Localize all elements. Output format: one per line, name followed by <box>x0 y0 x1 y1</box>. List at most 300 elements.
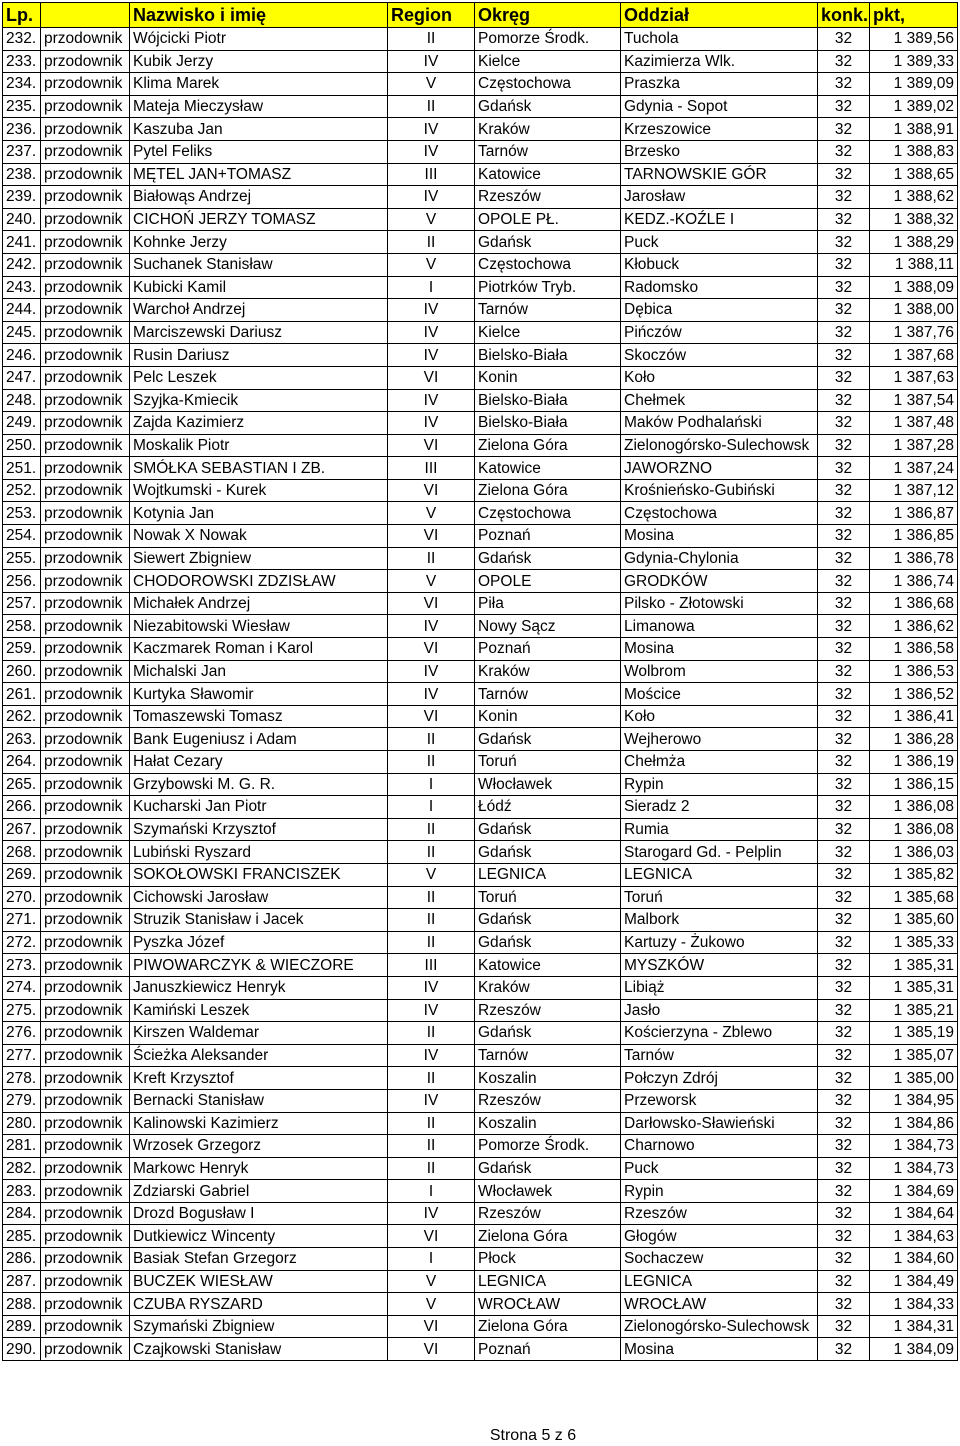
cell-region: IV <box>388 299 475 322</box>
cell-lp: 251. <box>3 457 41 480</box>
cell-name: Basiak Stefan Grzegorz <box>130 1248 388 1271</box>
cell-pkt: 1 387,54 <box>870 389 958 412</box>
cell-title: przodownik <box>41 863 130 886</box>
cell-lp: 240. <box>3 208 41 231</box>
cell-district: Zielona Góra <box>475 1225 621 1248</box>
cell-pkt: 1 385,31 <box>870 976 958 999</box>
table-row <box>3 683 958 706</box>
table-row <box>3 231 958 254</box>
table-row <box>3 728 958 751</box>
cell-name: Kaczmarek Roman i Karol <box>130 638 388 661</box>
cell-lp: 289. <box>3 1315 41 1338</box>
cell-district: Pomorze Środk. <box>475 28 621 51</box>
cell-pkt: 1 384,73 <box>870 1157 958 1180</box>
cell-region: IV <box>388 412 475 435</box>
cell-district: Rzeszów <box>475 999 621 1022</box>
cell-district: OPOLE <box>475 570 621 593</box>
cell-title: przodownik <box>41 1180 130 1203</box>
cell-lp: 281. <box>3 1135 41 1158</box>
cell-konk: 32 <box>818 366 870 389</box>
cell-region: V <box>388 253 475 276</box>
cell-district: Kraków <box>475 118 621 141</box>
cell-name: Grzybowski M. G. R. <box>130 773 388 796</box>
cell-lp: 263. <box>3 728 41 751</box>
cell-branch: Rypin <box>621 773 818 796</box>
cell-pkt: 1 387,63 <box>870 366 958 389</box>
cell-title: przodownik <box>41 886 130 909</box>
cell-konk: 32 <box>818 773 870 796</box>
cell-district: Częstochowa <box>475 73 621 96</box>
cell-district: Tarnów <box>475 1044 621 1067</box>
cell-name: Zdziarski Gabriel <box>130 1180 388 1203</box>
cell-pkt: 1 385,60 <box>870 909 958 932</box>
cell-title: przodownik <box>41 434 130 457</box>
table-row <box>3 1157 958 1180</box>
table-row <box>3 186 958 209</box>
cell-konk: 32 <box>818 615 870 638</box>
cell-title: przodownik <box>41 909 130 932</box>
cell-branch: Chełmża <box>621 751 818 774</box>
cell-title: przodownik <box>41 954 130 977</box>
cell-name: Michalski Jan <box>130 660 388 683</box>
cell-konk: 32 <box>818 863 870 886</box>
table-row <box>3 1180 958 1203</box>
cell-konk: 32 <box>818 321 870 344</box>
cell-konk: 32 <box>818 50 870 73</box>
cell-pkt: 1 384,63 <box>870 1225 958 1248</box>
cell-district: Katowice <box>475 457 621 480</box>
cell-konk: 32 <box>818 502 870 525</box>
cell-region: II <box>388 1022 475 1045</box>
cell-branch: Rumia <box>621 818 818 841</box>
cell-konk: 32 <box>818 1248 870 1271</box>
cell-lp: 267. <box>3 818 41 841</box>
cell-name: Kotynia Jan <box>130 502 388 525</box>
cell-district: OPOLE PŁ. <box>475 208 621 231</box>
cell-title: przodownik <box>41 457 130 480</box>
cell-konk: 32 <box>818 208 870 231</box>
cell-lp: 270. <box>3 886 41 909</box>
cell-title: przodownik <box>41 999 130 1022</box>
cell-name: Mateja Mieczysław <box>130 95 388 118</box>
cell-branch: Pińczów <box>621 321 818 344</box>
cell-title: przodownik <box>41 321 130 344</box>
cell-branch: Jasło <box>621 999 818 1022</box>
cell-name: Siewert Zbigniew <box>130 547 388 570</box>
cell-district: Konin <box>475 366 621 389</box>
cell-pkt: 1 386,62 <box>870 615 958 638</box>
cell-district: Gdańsk <box>475 231 621 254</box>
cell-title: przodownik <box>41 1315 130 1338</box>
cell-lp: 280. <box>3 1112 41 1135</box>
cell-lp: 271. <box>3 909 41 932</box>
cell-region: VI <box>388 638 475 661</box>
cell-district: Poznań <box>475 525 621 548</box>
cell-konk: 32 <box>818 1089 870 1112</box>
table-row <box>3 1089 958 1112</box>
cell-district: Tarnów <box>475 683 621 706</box>
cell-branch: KEDZ.-KOŹLE I <box>621 208 818 231</box>
cell-branch: Zielonogórsko-Sulechowsk <box>621 434 818 457</box>
cell-branch: LEGNICA <box>621 863 818 886</box>
cell-pkt: 1 384,31 <box>870 1315 958 1338</box>
cell-name: BUCZEK WIESŁAW <box>130 1270 388 1293</box>
cell-pkt: 1 386,19 <box>870 751 958 774</box>
table-row <box>3 1270 958 1293</box>
cell-title: przodownik <box>41 1089 130 1112</box>
cell-lp: 260. <box>3 660 41 683</box>
cell-branch: Dębica <box>621 299 818 322</box>
cell-district: Piotrków Tryb. <box>475 276 621 299</box>
cell-district: Zielona Góra <box>475 1315 621 1338</box>
cell-title: przodownik <box>41 638 130 661</box>
cell-branch: Brzesko <box>621 140 818 163</box>
cell-lp: 259. <box>3 638 41 661</box>
cell-region: II <box>388 1067 475 1090</box>
cell-pkt: 1 386,08 <box>870 796 958 819</box>
cell-lp: 262. <box>3 705 41 728</box>
cell-title: przodownik <box>41 976 130 999</box>
cell-district: Koszalin <box>475 1067 621 1090</box>
table-row <box>3 457 958 480</box>
column-header-district: Okręg <box>475 3 621 28</box>
column-header-spacer <box>41 3 130 28</box>
cell-region: VI <box>388 366 475 389</box>
cell-district: Bielsko-Biała <box>475 344 621 367</box>
cell-branch: Kazimierza Wlk. <box>621 50 818 73</box>
cell-district: Konin <box>475 705 621 728</box>
cell-region: IV <box>388 389 475 412</box>
cell-konk: 32 <box>818 412 870 435</box>
cell-title: przodownik <box>41 231 130 254</box>
cell-title: przodownik <box>41 118 130 141</box>
cell-title: przodownik <box>41 28 130 51</box>
cell-name: Tomaszewski Tomasz <box>130 705 388 728</box>
table-row <box>3 95 958 118</box>
cell-branch: MYSZKÓW <box>621 954 818 977</box>
table-row <box>3 1248 958 1271</box>
cell-title: przodownik <box>41 412 130 435</box>
cell-name: Lubiński Ryszard <box>130 841 388 864</box>
cell-lp: 278. <box>3 1067 41 1090</box>
cell-title: przodownik <box>41 1022 130 1045</box>
cell-title: przodownik <box>41 95 130 118</box>
cell-lp: 247. <box>3 366 41 389</box>
cell-title: przodownik <box>41 547 130 570</box>
cell-title: przodownik <box>41 479 130 502</box>
cell-branch: Sochaczew <box>621 1248 818 1271</box>
cell-branch: Radomsko <box>621 276 818 299</box>
cell-lp: 265. <box>3 773 41 796</box>
cell-konk: 32 <box>818 1338 870 1361</box>
cell-konk: 32 <box>818 1022 870 1045</box>
cell-branch: Kościerzyna - Zblewo <box>621 1022 818 1045</box>
cell-name: Kubicki Kamil <box>130 276 388 299</box>
cell-pkt: 1 385,19 <box>870 1022 958 1045</box>
cell-region: I <box>388 796 475 819</box>
table-row <box>3 638 958 661</box>
cell-district: LEGNICA <box>475 863 621 886</box>
cell-branch: Tarnów <box>621 1044 818 1067</box>
cell-pkt: 1 388,83 <box>870 140 958 163</box>
cell-lp: 237. <box>3 140 41 163</box>
cell-pkt: 1 386,87 <box>870 502 958 525</box>
cell-konk: 32 <box>818 479 870 502</box>
cell-region: V <box>388 208 475 231</box>
cell-name: Suchanek Stanisław <box>130 253 388 276</box>
cell-branch: Mosina <box>621 525 818 548</box>
cell-region: II <box>388 728 475 751</box>
cell-branch: Przeworsk <box>621 1089 818 1112</box>
cell-pkt: 1 386,68 <box>870 592 958 615</box>
cell-name: Wrzosek Grzegorz <box>130 1135 388 1158</box>
cell-branch: Charnowo <box>621 1135 818 1158</box>
cell-district: Poznań <box>475 1338 621 1361</box>
cell-branch: Libiąż <box>621 976 818 999</box>
cell-konk: 32 <box>818 389 870 412</box>
cell-branch: Zielonogórsko-Sulechowsk <box>621 1315 818 1338</box>
table-row <box>3 1112 958 1135</box>
table-row <box>3 28 958 51</box>
cell-region: II <box>388 818 475 841</box>
cell-region: IV <box>388 976 475 999</box>
cell-pkt: 1 385,00 <box>870 1067 958 1090</box>
table-row <box>3 954 958 977</box>
cell-name: Zajda Kazimierz <box>130 412 388 435</box>
cell-region: VI <box>388 705 475 728</box>
cell-pkt: 1 388,29 <box>870 231 958 254</box>
cell-pkt: 1 386,08 <box>870 818 958 841</box>
cell-name: PIWOWARCZYK & WIECZORE <box>130 954 388 977</box>
cell-branch: Krośnieńsko-Gubiński <box>621 479 818 502</box>
cell-pkt: 1 385,31 <box>870 954 958 977</box>
cell-branch: Jarosław <box>621 186 818 209</box>
cell-district: Pomorze Środk. <box>475 1135 621 1158</box>
cell-district: Rzeszów <box>475 1089 621 1112</box>
cell-branch: TARNOWSKIE GÓR <box>621 163 818 186</box>
cell-lp: 248. <box>3 389 41 412</box>
table-row <box>3 976 958 999</box>
cell-title: przodownik <box>41 1293 130 1316</box>
cell-district: WROCŁAW <box>475 1293 621 1316</box>
cell-name: Michałek Andrzej <box>130 592 388 615</box>
cell-lp: 268. <box>3 841 41 864</box>
cell-region: V <box>388 570 475 593</box>
cell-name: Kamiński Leszek <box>130 999 388 1022</box>
cell-region: I <box>388 276 475 299</box>
cell-lp: 234. <box>3 73 41 96</box>
cell-branch: Malbork <box>621 909 818 932</box>
table-header-row <box>3 3 958 28</box>
cell-branch: Limanowa <box>621 615 818 638</box>
cell-konk: 32 <box>818 638 870 661</box>
cell-title: przodownik <box>41 1067 130 1090</box>
cell-branch: Mosina <box>621 638 818 661</box>
cell-title: przodownik <box>41 389 130 412</box>
cell-title: przodownik <box>41 1135 130 1158</box>
cell-district: Gdańsk <box>475 1157 621 1180</box>
cell-konk: 32 <box>818 525 870 548</box>
cell-konk: 32 <box>818 140 870 163</box>
cell-lp: 236. <box>3 118 41 141</box>
cell-region: IV <box>388 118 475 141</box>
table-body <box>3 28 958 1361</box>
cell-pkt: 1 384,60 <box>870 1248 958 1271</box>
cell-konk: 32 <box>818 253 870 276</box>
cell-region: IV <box>388 683 475 706</box>
cell-pkt: 1 384,64 <box>870 1202 958 1225</box>
cell-name: Markowc Henryk <box>130 1157 388 1180</box>
cell-district: Zielona Góra <box>475 434 621 457</box>
cell-lp: 290. <box>3 1338 41 1361</box>
cell-konk: 32 <box>818 570 870 593</box>
cell-title: przodownik <box>41 705 130 728</box>
cell-name: Wójcicki Piotr <box>130 28 388 51</box>
table-row <box>3 818 958 841</box>
cell-lp: 255. <box>3 547 41 570</box>
cell-pkt: 1 385,33 <box>870 931 958 954</box>
cell-lp: 232. <box>3 28 41 51</box>
cell-branch: Koło <box>621 366 818 389</box>
cell-region: IV <box>388 1089 475 1112</box>
cell-lp: 288. <box>3 1293 41 1316</box>
cell-lp: 244. <box>3 299 41 322</box>
cell-lp: 269. <box>3 863 41 886</box>
cell-pkt: 1 384,73 <box>870 1135 958 1158</box>
cell-konk: 32 <box>818 95 870 118</box>
table-row <box>3 412 958 435</box>
cell-lp: 257. <box>3 592 41 615</box>
cell-pkt: 1 388,32 <box>870 208 958 231</box>
cell-konk: 32 <box>818 728 870 751</box>
cell-konk: 32 <box>818 999 870 1022</box>
cell-konk: 32 <box>818 28 870 51</box>
cell-konk: 32 <box>818 954 870 977</box>
cell-konk: 32 <box>818 73 870 96</box>
cell-branch: Krzeszowice <box>621 118 818 141</box>
page-number: Strona 5 z 6 <box>489 1427 577 1444</box>
table-row <box>3 1067 958 1090</box>
cell-pkt: 1 388,91 <box>870 118 958 141</box>
cell-name: Szymański Krzysztof <box>130 818 388 841</box>
column-header-region: Region <box>388 3 475 28</box>
table-row <box>3 276 958 299</box>
cell-title: przodownik <box>41 1202 130 1225</box>
cell-region: IV <box>388 321 475 344</box>
cell-region: I <box>388 1248 475 1271</box>
table-row <box>3 321 958 344</box>
cell-region: II <box>388 931 475 954</box>
cell-district: Rzeszów <box>475 186 621 209</box>
cell-pkt: 1 386,53 <box>870 660 958 683</box>
cell-konk: 32 <box>818 1135 870 1158</box>
table-row <box>3 547 958 570</box>
cell-region: II <box>388 1135 475 1158</box>
cell-title: przodownik <box>41 253 130 276</box>
cell-pkt: 1 386,41 <box>870 705 958 728</box>
cell-title: przodownik <box>41 1044 130 1067</box>
cell-name: Szymański Zbigniew <box>130 1315 388 1338</box>
table-row <box>3 931 958 954</box>
cell-title: przodownik <box>41 615 130 638</box>
cell-lp: 233. <box>3 50 41 73</box>
cell-konk: 32 <box>818 841 870 864</box>
cell-branch: Maków Podhalański <box>621 412 818 435</box>
table-row <box>3 434 958 457</box>
cell-region: IV <box>388 344 475 367</box>
column-header-konk: konk. <box>818 3 870 28</box>
cell-konk: 32 <box>818 796 870 819</box>
cell-branch: Rypin <box>621 1180 818 1203</box>
cell-branch: Koło <box>621 705 818 728</box>
cell-region: I <box>388 773 475 796</box>
cell-name: Januszkiewicz Henryk <box>130 976 388 999</box>
cell-konk: 32 <box>818 231 870 254</box>
cell-name: Marciszewski Dariusz <box>130 321 388 344</box>
cell-lp: 274. <box>3 976 41 999</box>
cell-name: Pyszka Józef <box>130 931 388 954</box>
cell-name: Bernacki Stanisław <box>130 1089 388 1112</box>
cell-name: Kubik Jerzy <box>130 50 388 73</box>
cell-district: Gdańsk <box>475 547 621 570</box>
cell-name: SMÓŁKA SEBASTIAN I ZB. <box>130 457 388 480</box>
cell-district: Katowice <box>475 163 621 186</box>
cell-district: Gdańsk <box>475 818 621 841</box>
cell-district: Katowice <box>475 954 621 977</box>
cell-pkt: 1 387,48 <box>870 412 958 435</box>
cell-pkt: 1 387,76 <box>870 321 958 344</box>
cell-branch: Gdynia-Chylonia <box>621 547 818 570</box>
cell-region: V <box>388 1270 475 1293</box>
cell-konk: 32 <box>818 457 870 480</box>
table-row <box>3 796 958 819</box>
cell-title: przodownik <box>41 728 130 751</box>
cell-lp: 254. <box>3 525 41 548</box>
cell-pkt: 1 388,65 <box>870 163 958 186</box>
cell-district: Włocławek <box>475 773 621 796</box>
cell-name: Białowąs Andrzej <box>130 186 388 209</box>
cell-region: IV <box>388 660 475 683</box>
cell-pkt: 1 384,33 <box>870 1293 958 1316</box>
cell-pkt: 1 387,24 <box>870 457 958 480</box>
cell-lp: 273. <box>3 954 41 977</box>
cell-name: CICHOŃ JERZY TOMASZ <box>130 208 388 231</box>
cell-lp: 250. <box>3 434 41 457</box>
cell-name: Cichowski Jarosław <box>130 886 388 909</box>
table-row <box>3 299 958 322</box>
cell-konk: 32 <box>818 1293 870 1316</box>
cell-district: Łódź <box>475 796 621 819</box>
cell-konk: 32 <box>818 909 870 932</box>
cell-title: przodownik <box>41 1112 130 1135</box>
column-header-name: Nazwisko i imię <box>130 3 388 28</box>
cell-district: Płock <box>475 1248 621 1271</box>
cell-konk: 32 <box>818 660 870 683</box>
cell-name: Kucharski Jan Piotr <box>130 796 388 819</box>
cell-lp: 243. <box>3 276 41 299</box>
cell-region: V <box>388 1293 475 1316</box>
cell-name: CHODOROWSKI ZDZISŁAW <box>130 570 388 593</box>
cell-region: V <box>388 73 475 96</box>
cell-branch: LEGNICA <box>621 1270 818 1293</box>
cell-branch: Pilsko - Złotowski <box>621 592 818 615</box>
cell-district: Częstochowa <box>475 253 621 276</box>
cell-region: V <box>388 502 475 525</box>
table-row <box>3 208 958 231</box>
cell-title: przodownik <box>41 841 130 864</box>
cell-konk: 32 <box>818 434 870 457</box>
cell-title: przodownik <box>41 366 130 389</box>
